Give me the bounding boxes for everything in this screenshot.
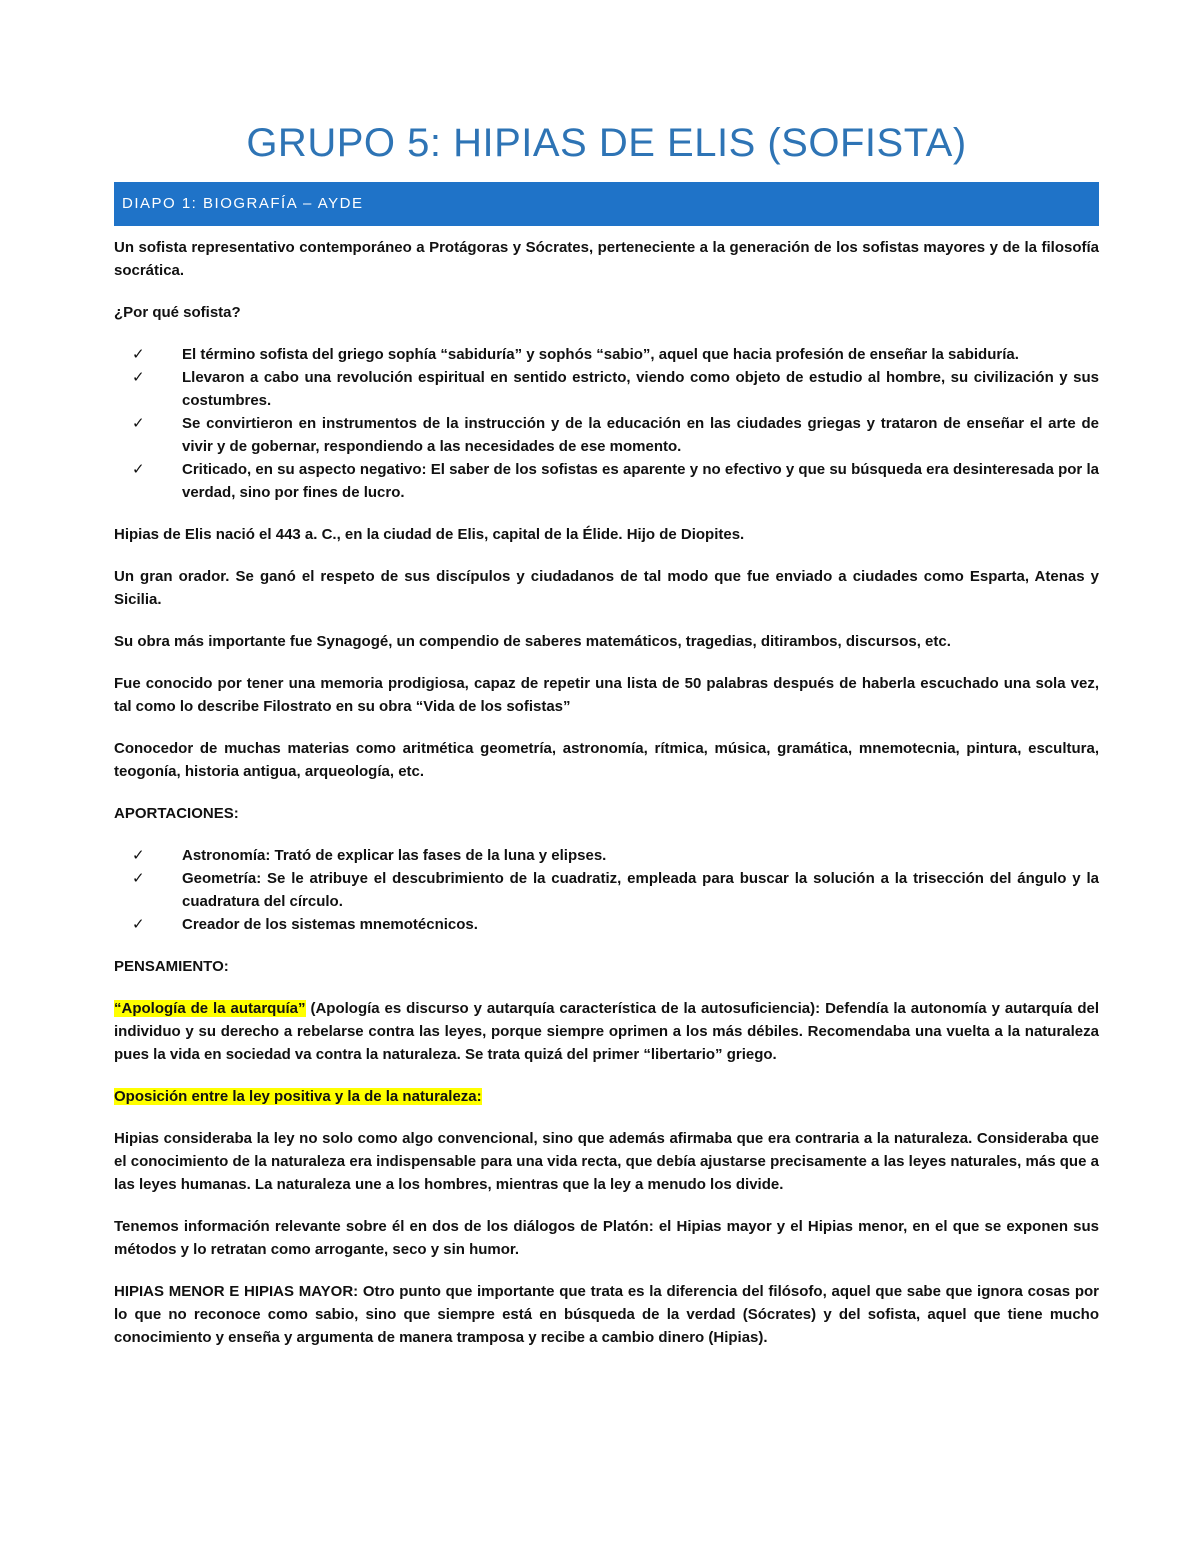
apology-paragraph — [114, 997, 1099, 1066]
check-icon: ✓ — [132, 869, 145, 887]
apology-highlight: “Apología de la autarquía” — [114, 1000, 306, 1017]
opposition-heading — [114, 1085, 1099, 1108]
check-icon: ✓ — [132, 414, 145, 432]
check-icon: ✓ — [132, 915, 145, 933]
check-icon: ✓ — [132, 460, 145, 478]
work-paragraph: Su obra más importante fue Synagogé, un compendio de saberes matemáticos, tragedias, ditirambos, discursos, etc. — [114, 633, 951, 650]
knowledge-paragraph: Conocedor de muchas materias como aritmética geometría, astronomía, rítmica, música, gramática, mnemotecnia, pintura, escultura, teogonía, historia antigua, arqueología, etc. — [114, 740, 1099, 780]
why-heading: ¿Por qué sofista? — [114, 304, 241, 321]
opposition-paragraph: Hipias consideraba la ley no solo como algo convencional, sino que además afirmaba que era contraria a la naturaleza. Consideraba que el conocimiento de la naturaleza era indispensable para una vida recta, que debía ajustarse precisamente a las leyes naturales, más que a las leyes humanas. La naturaleza une a los hombres, mientras que la ley a menudo los divide. — [114, 1130, 1099, 1193]
document-title: GRUPO 5: HIPIAS DE ELIS (SOFISTA) — [246, 121, 967, 165]
section-header: DIAPO 1: BIOGRAFÍA – AYDE — [114, 182, 1099, 226]
list-item: ✓ Creador de los sistemas mnemotécnicos. — [182, 913, 1099, 936]
check-icon: ✓ — [132, 846, 145, 864]
document-page — [114, 118, 1099, 1368]
list-item: ✓ El término sofista del griego sophía “sabiduría” y sophós “sabio”, aquel que hacia profesión de enseñar la sabiduría. — [182, 343, 1099, 366]
plato-paragraph: Tenemos información relevante sobre él en dos de los diálogos de Platón: el Hipias mayor y el Hipias menor, en el que se exponen sus métodos y lo retratan como arrogante, seco y sin humor. — [114, 1218, 1099, 1258]
check-icon: ✓ — [132, 345, 145, 363]
list-item: ✓ Geometría: Se le atribuye el descubrimiento de la cuadratiz, empleada para buscar la solución a la trisección del ángulo y la cuadratura del círculo. — [132, 869, 1099, 910]
list-item: ✓ Llevaron a cabo una revolución espiritual en sentido estricto, viendo como objeto de estudio al hombre, su civilización y sus costumbres. — [132, 368, 1099, 409]
check-icon: ✓ — [132, 368, 145, 386]
list-item: ✓ Astronomía: Trató de explicar las fases de la luna y elipses. — [182, 844, 1099, 867]
opposition-highlight: Oposición entre la ley positiva y la de la naturaleza: — [114, 1088, 482, 1105]
list-item: ✓ Se convirtieron en instrumentos de la instrucción y de la educación en las ciudades griegas y trataron de enseñar el arte de vivir y de gobernar, respondiendo a las necesidades de ese momento. — [132, 414, 1099, 455]
birth-paragraph: Hipias de Elis nació el 443 a. C., en la ciudad de Elis, capital de la Élide. Hijo de Diopites. — [114, 526, 745, 543]
apology-text: (Apología es discurso y autarquía característica de la autosuficiencia): Defendía la autonomía y autarquía del individuo y su derecho a rebelarse contra las leyes, porque siempre oprimen a los más débiles. Recomendaba una vuelta a la naturaleza pues la vida en sociedad va contra la naturaleza. Se trata quizá del primer “libertario” griego. — [114, 1000, 1099, 1063]
document-body — [114, 236, 1099, 1349]
intro-paragraph: Un sofista representativo contemporáneo a Protágoras y Sócrates, perteneciente a la generación de los sofistas mayores y de la filosofía socrática. — [114, 239, 1099, 279]
memory-paragraph: Fue conocido por tener una memoria prodigiosa, capaz de repetir una lista de 50 palabras después de haberla escuchado una sola vez, tal como lo describe Filostrato en su obra “Vida de los sofistas” — [114, 675, 1099, 715]
contributions-list — [114, 844, 1099, 936]
contributions-heading: APORTACIONES: — [114, 805, 239, 822]
hipias-menor-mayor-paragraph: HIPIAS MENOR E HIPIAS MAYOR: Otro punto que importante que trata es la diferencia del filósofo, aquel que sabe que ignora cosas por lo que no reconoce como sabio, sino que siempre está en búsqueda de la verdad (Sócrates) y del sofista, aquel que tiene mucho conocimiento y enseña y argumenta de manera tramposa y recibe a cambio dinero (Hipias). — [114, 1283, 1099, 1346]
thought-heading: PENSAMIENTO: — [114, 958, 229, 975]
list-item: ✓ Criticado, en su aspecto negativo: El saber de los sofistas es aparente y no efectivo y que su búsqueda era desinteresada por la verdad, sino por fines de lucro. — [132, 460, 1099, 501]
orator-paragraph: Un gran orador. Se ganó el respeto de sus discípulos y ciudadanos de tal modo que fue enviado a ciudades como Esparta, Atenas y Sicilia. — [114, 568, 1099, 608]
why-list — [114, 343, 1099, 504]
